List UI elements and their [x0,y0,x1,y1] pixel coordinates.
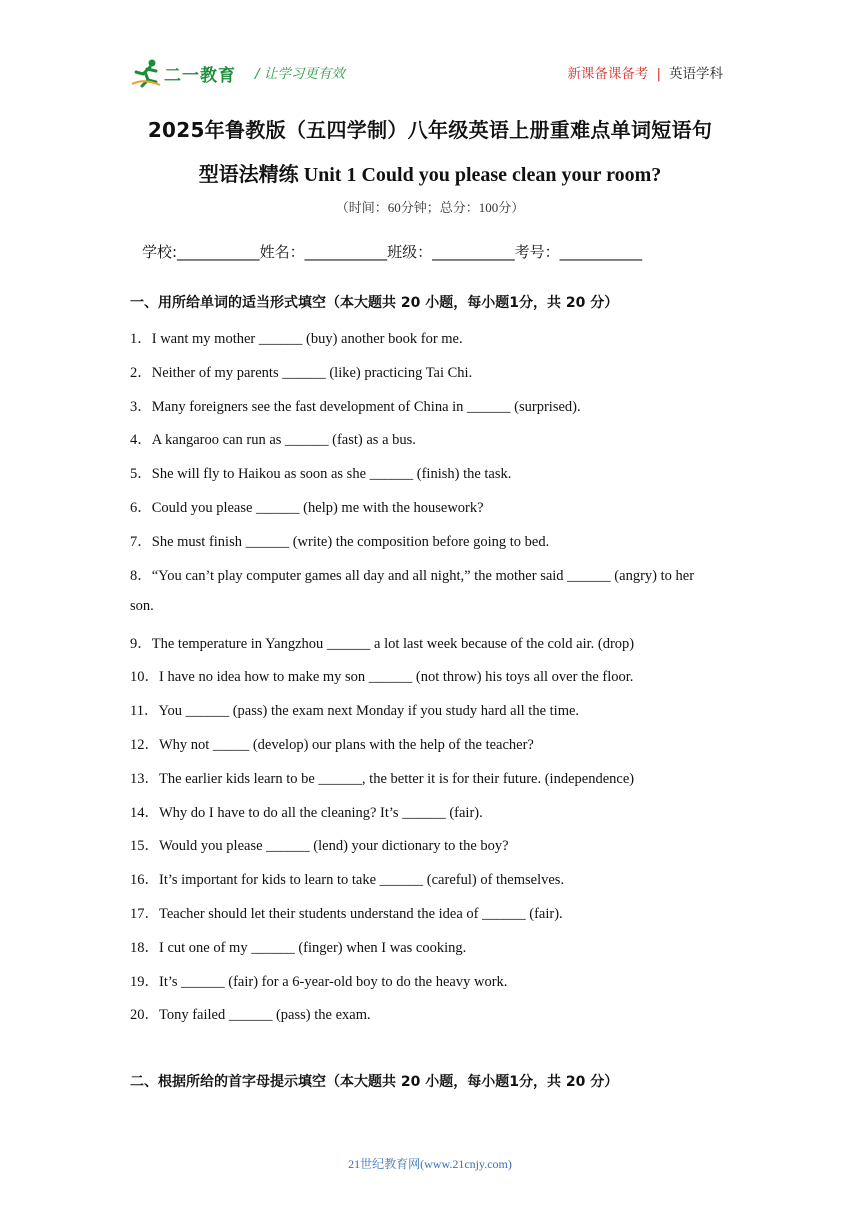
class-field: 班级：___________ [387,243,515,261]
section-1-heading: 一、用所给单词的适当形式填空（本大题共 20 小题，每小题1分，共 20 分） [130,295,619,311]
question-item: 17．Teacher should let their students understand the idea of ______ (fair). [130,906,563,922]
section-2-heading: 二、根据所给的首字母提示填空（本大题共 20 小题，每小题1分，共 20 分） [130,1074,619,1090]
question-item: 6．Could you please ______ (help) me with the housework? [130,500,484,516]
header-course-label: 新课备课备考 [567,66,649,82]
page-header [0,0,860,100]
title-line2-english: Unit 1 Could you please clean your room? [298,164,662,186]
question-item: 5．She will fly to Haikou as soon as she ______ (finish) the task. [130,466,512,482]
question-item: 3．Many foreigners see the fast development of China in ______ (surprised). [130,399,581,415]
header-subject [567,62,723,82]
question-item: 9．The temperature in Yangzhou ______ a lot last week because of the cold air. (drop) [130,636,635,652]
exam-number-field: 考号：___________ [514,243,643,261]
question-item-continuation: son. [130,598,154,614]
question-item: 1．I want my mother ______ (buy) another book for me. [130,331,463,347]
name-field: 姓名：___________ [259,243,388,261]
question-item: 11．You ______ (pass) the exam next Monday if you study hard all the time. [130,703,580,719]
school-field: 学校:___________ [142,243,260,261]
question-item: 19．It’s ______ (fair) for a 6-year-old boy to do the heavy work. [130,974,508,990]
question-item: 16．It’s important for kids to learn to take ______ (careful) of themselves. [130,872,565,888]
question-item: 15．Would you please ______ (lend) your dictionary to the boy? [130,838,509,854]
question-item: 4．A kangaroo can run as ______ (fast) as a bus. [130,432,416,448]
header-subject-label: 英语学科 [669,66,723,82]
question-item: 12．Why not _____ (develop) our plans with the help of the teacher? [130,737,534,753]
title-line2-chinese: 型语法精练 [198,162,299,186]
runner-logo-icon [130,58,162,88]
question-item: 10．I have no idea how to make my son ______ (not throw) his toys all over the floor. [130,669,634,685]
question-item: 18．I cut one of my ______ (finger) when I was cooking. [130,940,467,956]
document-title-line2 [0,158,860,187]
question-item: 7．She must finish ______ (write) the composition before going to bed. [130,534,550,550]
logo [130,58,240,88]
question-item: 8．“You can’t play computer games all day and all night,” the mother said ______ (angry) to her [130,568,695,584]
question-item: 20．Tony failed ______ (pass) the exam. [130,1007,371,1023]
header-separator: | [656,66,661,82]
exam-time-info: （时间：60分钟；总分：100分） [335,200,525,215]
question-item: 14．Why do I have to do all the cleaning? It’s ______ (fair). [130,805,483,821]
slogan: / 让学习更有效 [255,66,345,82]
page-footer: 21世纪教育网(www.21cnjy.com) [348,1157,512,1171]
question-item: 13．The earlier kids learn to be ______, the better it is for their future. (independence) [130,771,635,787]
question-item: 2．Neither of my parents ______ (like) practicing Tai Chi. [130,365,473,381]
student-info-line [142,241,642,262]
logo-text: 二一教育 [164,66,236,86]
document-title-line1: 2025年鲁教版（五四学制）八年级英语上册重难点单词短语句 [147,118,713,142]
